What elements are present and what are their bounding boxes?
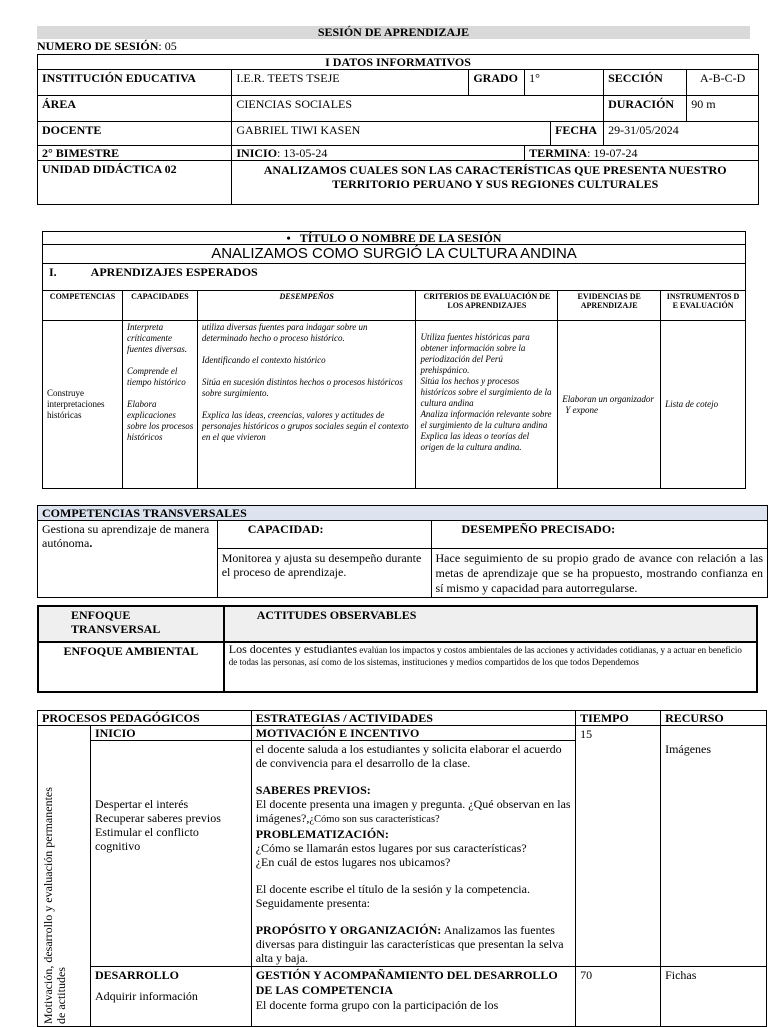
institucion-value: I.E.R. TEETS TSEJE bbox=[232, 70, 469, 96]
grado-value: 1° bbox=[525, 70, 604, 96]
vertical-label: Motivación, desarrollo y evaluación permanentes de actitudes bbox=[41, 787, 68, 1024]
termina-label: TERMINA bbox=[529, 146, 588, 160]
inicio-procesos-cell bbox=[90, 741, 251, 967]
grado-label: GRADO bbox=[469, 70, 525, 96]
proceso-item: Despertar el interés bbox=[94, 797, 189, 811]
header-tiempo: TIEMPO bbox=[576, 711, 661, 726]
transversal-competencia-dot: . bbox=[89, 536, 93, 550]
capacidad-label: CAPACIDAD: bbox=[217, 521, 431, 549]
inicio-heading: MOTIVACIÓN E INCENTIVO bbox=[251, 726, 575, 741]
session-title-label-cell bbox=[43, 232, 746, 245]
problem-question: ¿En cuál de estos lugares nos ubicamos? bbox=[255, 855, 451, 869]
datos-informativos-table bbox=[37, 54, 759, 205]
proposito-label: PROPÓSITO Y ORGANIZACIÓN: bbox=[255, 923, 442, 937]
header-competencias: COMPETENCIAS bbox=[43, 291, 123, 321]
seccion-label: SECCIÓN bbox=[604, 70, 687, 96]
session-number-label: NUMERO DE SESIÓN bbox=[37, 39, 159, 53]
enfoque-table bbox=[37, 605, 758, 693]
aprendizajes-heading bbox=[43, 264, 746, 291]
bullet: • bbox=[286, 231, 291, 245]
duracion-value: 90 m bbox=[687, 96, 759, 122]
unidad-value: ANALIZAMOS CUALES SON LAS CARACTERÍSTICAS QUE PRESENTA NUESTRO TERRITORIO PERUANO Y SUS REGIONES CULTURALES bbox=[232, 161, 759, 205]
inicio-tiempo: 15 bbox=[576, 726, 661, 967]
header-capacidades: CAPACIDADES bbox=[122, 291, 197, 321]
session-number-value: : 05 bbox=[158, 39, 177, 53]
desempeno-item: Identificando el contexto histórico bbox=[201, 355, 326, 365]
transversal-competencia-text: Gestiona su aprendizaje de manera autónoma bbox=[42, 522, 210, 550]
evidencia-item: Y expone bbox=[565, 404, 598, 415]
termina-value: : 19-07-24 bbox=[587, 146, 638, 160]
enfoque-actitud-text: evalúan los impactos y costos ambientales de las acciones y actividades cotidianas, y a actuar en beneficio de todas las personas, así como de los sistemas, instituciones y medios compartidos de los que todos Dependemos bbox=[228, 645, 742, 667]
header-instrumentos: INSTRUMENTOS DE EVALUACIÓN bbox=[661, 291, 746, 321]
session-title-value: ANALIZAMOS COMO SURGIÓ LA CULTURA ANDINA bbox=[43, 245, 746, 264]
competencia-cell: Construye interpretaciones históricas bbox=[43, 321, 123, 489]
area-value: CIENCIAS SOCIALES bbox=[232, 96, 604, 122]
aprendizajes-table bbox=[42, 231, 746, 489]
fecha-value: 29-31/05/2024 bbox=[604, 122, 759, 146]
inicio-label: INICIO bbox=[236, 146, 278, 160]
aprendizajes-number: I. bbox=[49, 265, 57, 279]
duracion-label: DURACIÓN bbox=[604, 96, 687, 122]
inicio-estrategias-cell bbox=[251, 741, 575, 967]
desarrollo-estrategias-cell bbox=[251, 967, 575, 1027]
criterios-cell bbox=[416, 321, 558, 489]
header-procesos: PROCESOS PEDAGÓGICOS bbox=[38, 711, 252, 726]
criterio-item: Analiza información relevante sobre el surgimiento de la cultura andina bbox=[420, 409, 552, 430]
institucion-label: INSTITUCIÓN EDUCATIVA bbox=[38, 70, 232, 96]
desarrollo-recurso: Fichas bbox=[661, 967, 767, 1027]
inicio-value: : 13-05-24 bbox=[277, 146, 328, 160]
header-evidencias: EVIDENCIAS DE APRENDIZAJE bbox=[558, 291, 661, 321]
session-number-line bbox=[37, 39, 177, 54]
desempenos-cell bbox=[197, 321, 416, 489]
session-title-label: TÍTULO O NOMBRE DE LA SESIÓN bbox=[299, 231, 502, 245]
capacidad-item: Elabora explicaciones sobre los procesos históricos bbox=[126, 399, 194, 442]
termina-cell bbox=[525, 146, 759, 161]
desempeno-item: Explica las ideas, creencias, valores y actitudes de personajes históricos o grupos sociales según el contexto en el que vivieron bbox=[201, 410, 409, 442]
inicio-cell bbox=[232, 146, 525, 161]
desarrollo-tiempo: 70 bbox=[576, 967, 661, 1027]
desarrollo-label: DESARROLLO bbox=[94, 968, 179, 982]
problematizacion-label: PROBLEMATIZACIÓN: bbox=[255, 827, 389, 841]
enfoque-actitud-lead: Los docentes y estudiantes bbox=[228, 642, 358, 656]
proposito-text: Analizamos las fuentes diversas para distinguir las características que presentan la selva alta y baja. bbox=[255, 923, 564, 965]
header-desempenos: DESEMPEÑOS bbox=[197, 291, 416, 321]
criterio-item: Utiliza fuentes históricas para obtener información sobre la periodización del Perú prehispánico. bbox=[420, 332, 530, 375]
proposito-cell bbox=[256, 923, 571, 965]
enfoque-actitud bbox=[224, 642, 757, 692]
enfoque-header-1: ENFOQUE TRANSVERSAL bbox=[38, 606, 224, 642]
header-estrategias: ESTRATEGIAS / ACTIVIDADES bbox=[251, 711, 575, 726]
saberes-text: El docente presenta una imagen y pregunta. ¿Qué observan en las imágenes?, bbox=[255, 797, 571, 825]
procesos-table bbox=[37, 710, 767, 1027]
enfoque-name: ENFOQUE AMBIENTAL bbox=[38, 642, 224, 692]
desarrollo-cell bbox=[90, 967, 251, 1027]
capacidades-cell bbox=[122, 321, 197, 489]
competencias-transversales-table bbox=[37, 505, 768, 598]
enfoque-header-2: ACTITUDES OBSERVABLES bbox=[224, 606, 757, 642]
desarrollo-heading: GESTIÓN Y ACOMPAÑAMIENTO DEL DESARROLLO DE LAS COMPETENCIA bbox=[255, 968, 558, 997]
fecha-label: FECHA bbox=[551, 122, 604, 146]
vertical-label-cell bbox=[38, 726, 91, 1027]
header-criterios: CRITERIOS DE EVALUACIÓN DE LOS APRENDIZAJES bbox=[416, 291, 558, 321]
instrumento-cell: Lista de cotejo bbox=[661, 321, 746, 489]
capacidad-value: Monitorea y ajusta su desempeño durante el proceso de aprendizaje. bbox=[217, 549, 431, 598]
criterio-item: Sitúa los hechos y procesos históricos sobre el surgimiento de la cultura andina bbox=[420, 376, 552, 408]
area-label: ÁREA bbox=[38, 96, 232, 122]
proceso-item: Recuperar saberes previos bbox=[94, 811, 221, 825]
capacidad-item: Comprende el tiempo histórico bbox=[126, 366, 186, 387]
desempeno-precisado-label: DESEMPEÑO PRECISADO: bbox=[431, 521, 768, 549]
aprendizajes-label: APRENDIZAJES ESPERADOS bbox=[90, 265, 258, 279]
saberes-label: SABERES PREVIOS: bbox=[255, 783, 371, 797]
capacidad-item: Interpreta críticamente fuentes diversas. bbox=[126, 322, 187, 354]
docente-value: GABRIEL TIWI KASEN bbox=[232, 122, 551, 146]
inicio-label: INICIO bbox=[90, 726, 251, 741]
problem-question: ¿Cómo se llamarán estos lugares por sus características? bbox=[255, 841, 527, 855]
inicio-paragraph: el docente saluda a los estudiantes y solicita elaborar el acuerdo de convivencia para el desarrollo de la clase. bbox=[255, 742, 562, 770]
docente-label: DOCENTE bbox=[38, 122, 232, 146]
desempeno-item: utiliza diversas fuentes para indagar sobre un determinado hecho o proceso histórico. bbox=[201, 322, 368, 343]
proceso-item: Estimular el conflicto cognitivo bbox=[94, 825, 199, 853]
evidencias-cell bbox=[558, 321, 661, 489]
evidencia-item: Elaboran un organizador bbox=[562, 393, 654, 404]
page-title: SESIÓN DE APRENDIZAJE bbox=[37, 26, 750, 39]
inicio-recurso: Imágenes bbox=[661, 726, 767, 967]
datos-heading: I DATOS INFORMATIVOS bbox=[38, 55, 759, 70]
transversal-competencia bbox=[38, 521, 218, 598]
header-recurso: RECURSO bbox=[661, 711, 767, 726]
desempeno-item: Sitúa en sucesión distintos hechos o procesos históricos sobre surgimiento. bbox=[201, 377, 403, 398]
transversales-heading: COMPETENCIAS TRANSVERSALES bbox=[38, 506, 768, 521]
titulo-text: El docente escribe el título de la sesión y la competencia. Seguidamente presenta: bbox=[255, 882, 530, 910]
criterio-item: Explica las ideas o teorías del origen de la cultura andina. bbox=[420, 431, 530, 452]
desarrollo-text: El docente forma grupo con la participación de los bbox=[255, 998, 499, 1012]
saberes-text-cell bbox=[256, 797, 571, 827]
desempeno-precisado-value: Hace seguimiento de su propio grado de avance con relación a las metas de aprendizaje que se ha propuesto, mostrando confianza en sí mismo y capacidad para autorregularse. bbox=[431, 549, 768, 598]
bimestre: 2° BIMESTRE bbox=[38, 146, 232, 161]
saberes-small: ¿Cómo son sus características? bbox=[309, 814, 440, 825]
seccion-value: A-B-C-D bbox=[687, 70, 759, 96]
desarrollo-proceso: Adquirir información bbox=[94, 989, 198, 1003]
unidad-label: UNIDAD DIDÁCTICA 02 bbox=[38, 161, 232, 205]
